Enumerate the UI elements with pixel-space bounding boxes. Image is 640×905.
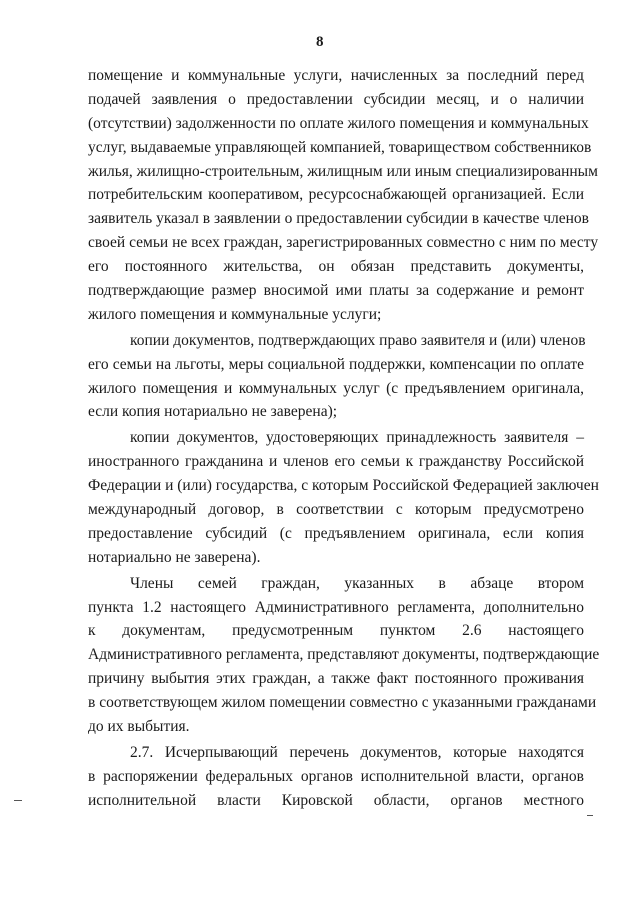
text-line: в распоряжении федеральных органов исполнительной власти, органов [88,767,584,785]
text-line: пункта 1.2 настоящего Административного регламента, дополнительно [88,598,584,616]
text-line: нотариально не заверена). [88,548,261,566]
paragraph-5 [88,741,584,813]
text-line: исполнительной власти Кировской области, органов местного [88,791,584,809]
paragraph-3 [88,426,599,569]
text-line: своей семьи не всех граждан, зарегистрированных совместно с ним по месту [88,234,599,252]
text-line: до их выбытия. [88,718,190,736]
text-line: к документам, предусмотренным пунктом 2.6 настоящего [88,622,584,640]
text-line: если копия нотариально не заверена); [88,403,338,421]
text-line: жилого помещения и коммунальные услуги; [88,305,382,323]
text-line: услуг, выдаваемые управляющей компанией, товариществом собственников [88,138,592,156]
document-body [88,64,600,813]
text-line: его семьи на льготы, меры социальной поддержки, компенсации по оплате [88,355,584,373]
text-line: копии документов, удостоверяющих принадлежность заявителя – [130,429,584,447]
text-line: заявитель указал в заявлении о предоставлении субсидии в качестве членов [88,210,589,228]
text-line: жилого помещения и коммунальных услуг (с предъявлением оригинала, [88,379,584,397]
text-line: жилья, жилищно-строительным, жилищным или иным специализированным [88,162,598,180]
text-line: международный договор, в соответствии с которым предусмотрено [88,501,584,519]
text-line: потребительским кооперативом, ресурсоснабжающей организацией. Если [88,186,584,204]
text-line: предоставление субсидий (с предъявлением оригинала, если копия [88,524,584,542]
scan-mark [587,815,593,816]
text-line: Федерации и (или) государства, с которым Российской Федерацией заключен [88,477,599,495]
page-number: 8 [316,34,324,50]
paragraph-2 [88,329,584,425]
paragraph-1 [88,64,599,327]
text-line: подтверждающие размер вносимой ими платы за содержание и ремонт [88,282,584,300]
text-line: иностранного гражданина и членов его семьи к гражданству Российской [88,453,584,471]
text-line: причину выбытия этих граждан, а также факт постоянного проживания [88,670,584,688]
text-line: в соответствующем жилом помещении совместно с указанными гражданами [88,694,597,712]
scan-mark [14,800,22,801]
text-line: Члены семей граждан, указанных в абзаце втором [130,574,584,592]
text-line: (отсутствии) задолженности по оплате жилого помещения и коммунальных [88,114,589,132]
text-line: его постоянного жительства, он обязан представить документы, [88,258,584,276]
text-line: помещение и коммунальные услуги, начисленных за последний перед [88,67,584,84]
text-line: подачей заявления о предоставлении субсидии месяц, и о наличии [88,90,584,108]
text-line: копии документов, подтверждающих право заявителя и (или) членов [130,331,586,349]
text-line: 2.7. Исчерпывающий перечень документов, которые находятся [130,743,584,761]
paragraph-4 [88,572,600,739]
text-line: Административного регламента, представляют документы, подтверждающие [88,646,600,664]
